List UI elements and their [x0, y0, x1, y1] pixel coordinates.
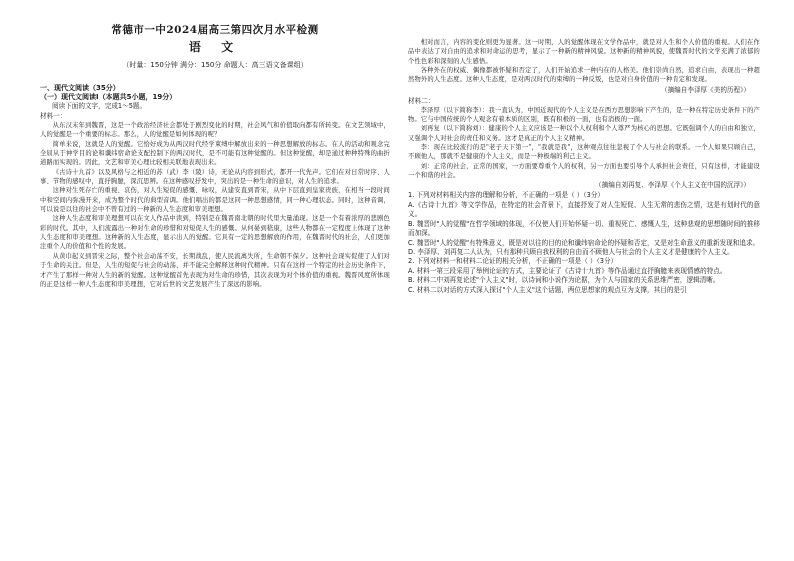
- left-paragraph: 从东汉末年到魏晋，这是一个政治经济社会都处于剧烈变化的时期，社会风气和价值取向都有所转变。在文艺领域中，人的觉醒是一个重要的标志。那么，人的觉醒是如何体现的呢？: [40, 122, 390, 139]
- left-paragraph: 从黄巾起义到晋宋之际，整个社会动荡不安，长期战乱，使人民流离失所，生命朝不保夕。这种社会现实促使了人们对于生命的关注。但是，人生的短促与社会的动荡，并不能完全解释这种时代精神。只有在这样一个特定的社会历史条件下，才产生了那样一种对人生的新的觉醒。这种觉醒首先表现为对生命的珍惜，其次表现为对个体价值的重视。魏晋风度所体现的正是这样一种人生态度和审美理想，它对后世的文艺发展产生了深远的影响。: [40, 252, 390, 288]
- left-paragraph: 简单来说，这就是人的觉醒。它恰好成为从两汉时代经学束缚中解放出来的一种思想解放的标志。在人的活动和观念完全屈从于神学目的论和谶纬宿命论支配控制下的两汉时代，是不可能有这种觉醒的。但这种觉醒，却是通过种种特殊的曲折道路而实现的。因此，文艺和审美心理比较相关联地表现出来。: [40, 140, 390, 167]
- right-paragraph: 李泽厚（以下简称李）：我一直认为，中国近现代的个人主义是在西方思想影响下产生的，是一种在特定历史条件下的产物。它与中国传统的个人观念有着本质的区别，既有积极的一面，也有消极的一面。: [408, 106, 760, 124]
- left-paragraph: 《古诗十九首》以及风格与之相近的苏（武）李（陵）诗，无论从内容到形式，都开一代先声。它们在对日常时序、人事、节物的感叹中，直抒胸臆，深沉思辨。在这种感叹抒发中，突出的是一种生命的意识，对人生的追求。: [40, 168, 390, 186]
- left-paragraph: 这种人生态度和审美理想可以在文人作品中读到，特别是在魏晋南北朝的时代里大量涌现。这是一个有着浓厚的悲剧色彩的时代。其中，人们流露出一种对生命的珍惜和对短促人生的感慨。从何晏到嵇康，这些人物都在一定程度上体现了这种人生态度和审美理想。这种新的人生态度，显示出人的觉醒。它具有一定的思想解放的作用，在魏晋时代的社会，人们更加注重个人的价值和个性的发展。: [40, 215, 390, 251]
- left-paragraph: 这种对生死存亡的重视、哀伤，对人生短促的感慨、咏叹，从建安直到晋宋，从中下层直到皇家贵族，在相当一段时间中和空间内弥漫开来，成为整个时代的典型音调。他们唱出的都是这同一种思想感情，同一种心理状态。同时，这种音调，可以说是以往的社会中不曾有过的一种新的人生态度和审美理想。: [40, 187, 390, 214]
- material1-label: 材料一：: [40, 112, 67, 120]
- source-citation-1: （摘编自李泽厚《美的历程》）: [660, 85, 750, 94]
- source-citation-2: （摘编自刘再复、李泽厚《个人主义在中国的沉浮》）: [595, 181, 750, 190]
- question-line: 1. 下列对材料相关内容的理解和分析，不正确的一项是（ ）（3分）: [408, 191, 605, 200]
- right-paragraph: 各种外在的权威、偶像都被怀疑和否定了，人们开始追求一种内在的人格美。他们崇尚自然，追求自由，表现出一种超然物外的人生态度。这种人生态度，是对两汉时代的束缚的一种反叛，也是对自身价值的一种肯定和发现。: [408, 67, 760, 84]
- right-paragraph: 刘：正常的社会，正常的国家，一方面要尊重个人的权利，另一方面也要引导个人承担社会责任，只有这样，才能建设一个和谐的社会。: [408, 162, 760, 180]
- question-line: D. 李泽厚、刘再复二人认为，只有那种只顾自我权利的自由而不顾他人与社会的个人主义才是健康的个人主义。: [408, 247, 734, 256]
- exam-meta: （时量：150分钟 满分：150分 命题人：高三语文备课组）: [122, 61, 308, 69]
- question-line: A. 材料一第三段采用了举例论证的方式，主要论证了《古诗十九首》等作品通过直抒胸臆来表现情感的特点。: [408, 266, 727, 275]
- right-paragraph: 相对而言，内容的变化则更为显著。这一时期，人的觉醒体现在文学作品中，就是对人生和个人价值的重视。人们在作品中表达了对自由的追求和对命运的思考，显示了一种新的精神风貌。这种新的精神风貌，使魏晋时代的文学充满了浓郁的个性色彩和深刻的人生感悟。: [408, 39, 760, 65]
- exam-subject: 语 文: [188, 40, 242, 54]
- right-paragraph: 李：现在比较流行的是"老子天下第一"，"我就是我"，这种观点往往忽视了个人与社会的联系。一个人如果只顾自己，不顾他人，那就不是健康的个人主义，而是一种极端的利己主义。: [408, 144, 760, 161]
- sub-section-heading: （一）现代文阅读Ⅰ（本题共5小题，19分）: [40, 93, 177, 101]
- question-line: B. 魏晋时"人的觉醒"在哲学领域的体现，不仅使人们开始怀疑一切、重视死亡、感慨人生，这种悲观的思想随时间的推移而加深。: [408, 219, 760, 238]
- right-column: [408, 38, 760, 295]
- question-line: 2. 下列对材料一和材料二论证的相关分析，不正确的一项是（ ）（3分）: [408, 257, 618, 266]
- question-line: C. 材料二以对话的方式深入探讨"个人主义"这个话题，两位思想家的观点互为支撑，其目的是引: [408, 285, 687, 294]
- question-line: B. 材料二中刘再复论述"个人主义"时，以诗词和小说作为论据，为个人与国家的关系思维严密，逻辑清晰。: [408, 276, 720, 285]
- question-line: A.《古诗十九首》等文学作品，在特定的社会背景下，直接抒发了对人生短促、人生无常的悲伤之情，这是有划时代的意义。: [408, 200, 760, 219]
- left-column: [40, 84, 390, 289]
- material2-label: 材料二：: [408, 96, 435, 105]
- section-heading: 一、现代文阅读（35分）: [40, 84, 120, 92]
- question-line: C. 魏晋时"人的觉醒"有特殊意义，既是对以往的目的论和谶纬宿命论的怀疑和否定，又是对生命意义的重新发现和追求。: [408, 238, 760, 247]
- instruction-text: 阅读下面的文字，完成1～5题。: [52, 102, 147, 110]
- exam-title: 常德市一中2024届高三第四次月水平检测: [111, 24, 319, 36]
- right-paragraph: 刘再复（以下简称刘）：健康的个人主义应该是一种以个人权利和个人尊严为核心的思想。它既强调个人的自由和独立，又强调个人对社会的责任和义务。这才是真正的个人主义精神。: [408, 125, 760, 142]
